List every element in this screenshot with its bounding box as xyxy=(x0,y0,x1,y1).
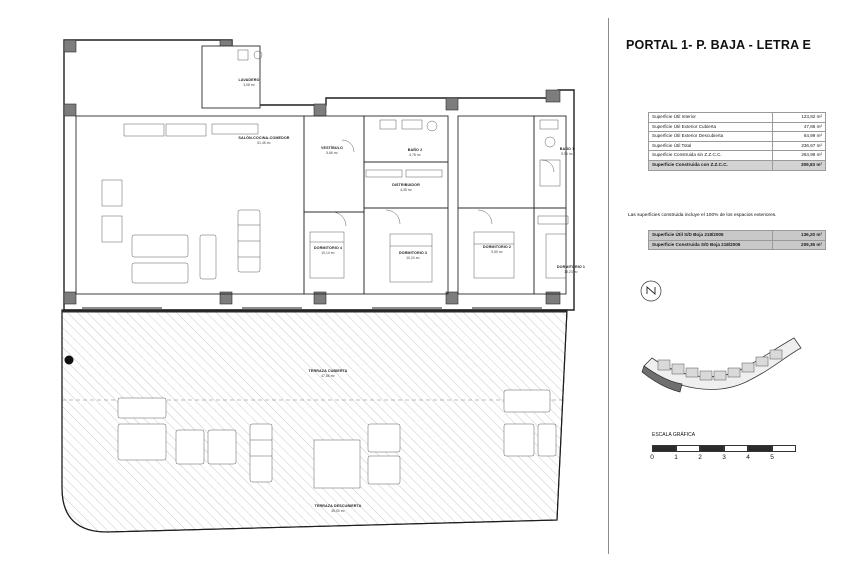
room-label: DORMITORIO 1 18,23 m² xyxy=(556,265,586,274)
table-row-highlighted xyxy=(649,160,826,170)
area-value: 123,82 m² xyxy=(773,113,826,123)
area-label: Superficie Útil Total xyxy=(649,141,773,151)
table-row xyxy=(649,141,826,151)
table-row xyxy=(649,122,826,132)
room-label: DISTRIBUIDOR 4,35 m² xyxy=(392,183,420,192)
scale-tick: 4 xyxy=(746,454,750,461)
areas-table xyxy=(648,112,826,171)
scale-tick: 0 xyxy=(650,454,654,461)
scale-tick: 3 xyxy=(722,454,726,461)
scale-tick: 2 xyxy=(698,454,702,461)
key-plan xyxy=(636,330,816,410)
boja-label: Superficie Construida S/D Boja 218/2005 xyxy=(649,240,773,250)
area-value: 47,86 m² xyxy=(773,122,826,132)
table-row xyxy=(649,231,826,241)
graphic-scale xyxy=(652,432,812,464)
info-panel xyxy=(626,38,826,52)
page-title: PORTAL 1- P. BAJA - LETRA E xyxy=(626,38,812,52)
room-label: SALÓN-COCINA-COMEDOR 51,45 m² xyxy=(238,136,290,145)
room-label: BAÑO 2 4,78 m² xyxy=(407,148,423,157)
building-walls xyxy=(64,40,574,310)
area-label: Superficie Útil Interior xyxy=(649,113,773,123)
table-row xyxy=(649,113,826,123)
area-value: 264,99 m² xyxy=(773,151,826,161)
plan-svg xyxy=(42,20,602,550)
room-label: LAVADERO 3,08 m² xyxy=(238,78,260,87)
areas-note: Las superficies construida incluye el 100% de los espacios exteriores. xyxy=(628,213,777,218)
area-value: 309,83 m² xyxy=(773,160,826,170)
panel-divider xyxy=(608,18,609,554)
room-label: DORMITORIO 4 10,14 m² xyxy=(313,246,343,255)
table-row xyxy=(649,132,826,142)
scale-tick: 5 xyxy=(770,454,774,461)
area-label: Superficie Construida con Z.Z.C.C. xyxy=(649,160,773,170)
room-label: TERRAZA CUBIERTA 47,86 m² xyxy=(308,369,348,378)
scale-label: ESCALA GRÁFICA xyxy=(652,432,696,438)
room-label: DORMITORIO 3 10,24 m² xyxy=(398,251,428,260)
area-value: 64,99 m² xyxy=(773,132,826,142)
room-label: BAÑO 1 5,96 m² xyxy=(559,147,575,156)
boja-label: Superficie Útil S/D Boja 218/2005 xyxy=(649,231,773,241)
table-row xyxy=(649,151,826,161)
table-row xyxy=(649,240,826,250)
room-label: TERRAZA DESCUBIERTA 45,00 m² xyxy=(314,504,362,513)
boja-value: 136,20 m² xyxy=(773,231,826,241)
area-label: Superficie Útil Exterior Cubierta xyxy=(649,122,773,132)
scale-ticks xyxy=(652,454,812,464)
room-label: VESTÍBULO 5,66 m² xyxy=(320,146,343,155)
scale-tick: 1 xyxy=(674,454,678,461)
structural-columns xyxy=(64,40,560,304)
north-arrow-icon xyxy=(638,278,664,304)
area-label: Superficie Útil Exterior Descubierta xyxy=(649,132,773,142)
boja-table xyxy=(648,230,826,250)
boja-value: 209,36 m² xyxy=(773,240,826,250)
area-value: 236,67 m² xyxy=(773,141,826,151)
area-label: Superficie Construida sin Z.Z.C.C. xyxy=(649,151,773,161)
scale-bar xyxy=(652,445,796,452)
floor-plan-drawing xyxy=(42,20,602,550)
terrace-area xyxy=(62,310,567,532)
room-label: DORMITORIO 2 9,60 m² xyxy=(482,245,512,254)
